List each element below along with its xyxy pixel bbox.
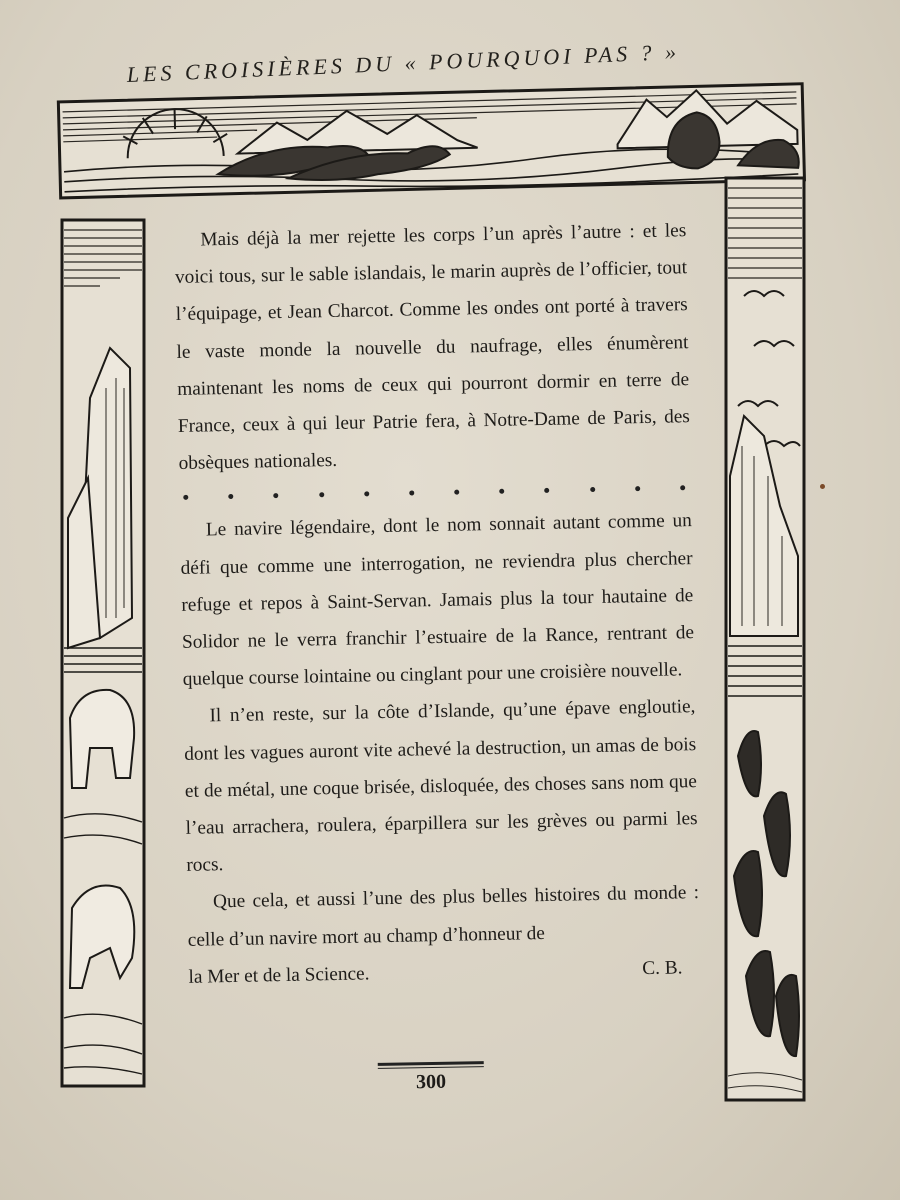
page-number-block [378, 1061, 485, 1095]
paragraph: Mais déjà la mer rejette les corps l’un après l’autre : et les voici tous, sur le sable islandais, le marin auprès de l’officier, tout l’équipage, et Jean Charcot. Comme les ondes ont porté à travers le vaste monde la nouvelle du naufrage, elles énumèrent maintenant les noms de ceux qui pourront dormir en terre de France, ceux à qui leur Patrie fera, à Notre-Dame de Paris, des obsèques nationales. [174, 220, 691, 475]
page-number: 300 [415, 1070, 447, 1094]
right-border-illustration [724, 176, 806, 1102]
paragraph: Le navire légendaire, dont le nom sonnait autant comme un défi que comme une interrogation, ne reviendra plus chercher refuge et repos à Saint-Servan. Jamais plus la tour hautaine de Solidor ne le verra franchir l’estuaire de la Rance, rentrant de quelque course lointaine ou cinglant pour une croisière nouvelle. [180, 510, 695, 691]
paragraph-last-line: la Mer et de la Science. [188, 963, 370, 988]
paragraph: Il n’en reste, sur la côte d’Islande, qu’une épave engloutie, dont les vagues auront vite achevé la destruction, un amas de bois et de métal, une coque brisée, disloquée, des choses sans nom que l’eau arrachera, roulera, éparpillera sur les grèves ou parmi les rocs. [184, 696, 698, 877]
folio-rule [378, 1066, 484, 1069]
article-text [174, 212, 701, 996]
left-border-illustration [60, 218, 146, 1088]
paragraph-text: Que cela, et aussi l’une des plus belles histoires du monde : celle d’un navire mort au champ d’honneur de [187, 882, 700, 951]
paragraph [187, 875, 700, 959]
folio-rule [378, 1061, 484, 1066]
running-head: LES CROISIÈRES DU « POURQUOI PAS ? » [126, 38, 681, 88]
paper-stain [820, 484, 825, 489]
top-banner-illustration [56, 70, 807, 200]
author-initials: C. B. [642, 957, 683, 980]
